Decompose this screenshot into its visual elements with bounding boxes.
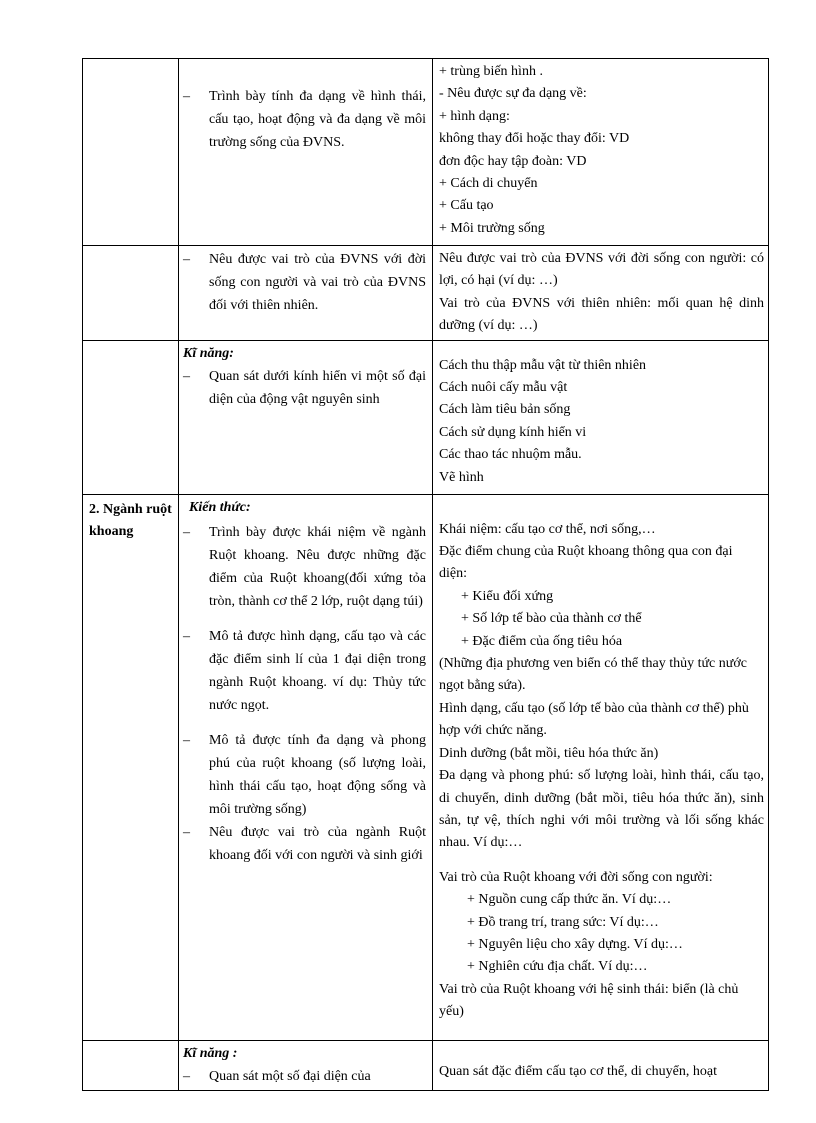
topic-cell [83, 1040, 179, 1090]
content-line: Khái niệm: cấu tạo cơ thể, nơi sống,… [439, 521, 656, 537]
content-line: Đặc điểm chung của Ruột khoang thông qua con đại diện: [439, 544, 733, 582]
content-line: + Đặc điểm của ống tiêu hóa [461, 633, 623, 649]
content-table [82, 58, 769, 1091]
content-line: Cách sử dụng kính hiển vi [439, 424, 587, 440]
content-line: + Số lớp tế bào của thành cơ thể [461, 611, 642, 627]
content-line: Dinh dưỡng (bắt mồi, tiêu hóa thức ăn) [439, 745, 659, 761]
dash-bullet-icon: – [183, 824, 190, 840]
criterion-item: – Mô tả được tính đa dạng và phong phú của ruột khoang (số lượng loài, hình thái cấu tạo, hoạt động sống và môi trường sống) [183, 729, 426, 821]
content-cell [433, 59, 769, 246]
dash-bullet-icon: – [183, 732, 190, 748]
objective-cell [179, 1040, 433, 1090]
section-heading: Kĩ năng: [183, 345, 234, 361]
table-row [83, 1040, 769, 1090]
content-line: Đa dạng và phong phú: số lượng loài, hình thái, cấu tạo, di chuyển, dinh dưỡng (bắt mồi, tiêu hóa thức ăn), sinh sản, tự vệ, thích nghi với môi trường và lối sống khác nhau. Ví dụ:… [439, 768, 764, 851]
content-line: Cách thu thập mẫu vật từ thiên nhiên [439, 357, 647, 373]
content-line: + hình dạng: [439, 108, 510, 124]
criterion-item: – Quan sát một số đại diện của [183, 1065, 426, 1088]
table-row [83, 340, 769, 494]
content-line: không thay đổi hoặc thay đổi: VD [439, 131, 630, 147]
section-heading: Kiến thức: [189, 499, 251, 515]
criterion-item: – Trình bày được khái niệm về ngành Ruột khoang. Nêu được những đặc điểm của Ruột khoang(đối xứng tỏa tròn, thành cơ thể 2 lớp, ruột dạng túi) [183, 521, 426, 613]
criterion-item: – Trình bày tính đa dạng về hình thái, cấu tạo, hoạt động và đa dạng về môi trường sống của ĐVNS. [183, 85, 426, 154]
topic-cell [83, 246, 179, 341]
dash-bullet-icon: – [183, 368, 190, 384]
content-line: + Kiểu đối xứng [461, 588, 554, 604]
objective-cell [179, 59, 433, 246]
content-line: Nêu được vai trò của ĐVNS với đời sống con người: có lợi, có hại (ví dụ: …) [439, 251, 764, 289]
dash-bullet-icon: – [183, 252, 190, 267]
content-cell [433, 246, 769, 341]
content-line: Cách nuôi cấy mẫu vật [439, 380, 568, 396]
content-line: - Nêu được sự đa dạng về: [439, 86, 587, 102]
objective-cell [179, 494, 433, 1040]
objective-cell [179, 340, 433, 494]
content-line: Vai trò của Ruột khoang với hệ sinh thái: biển (là chủ yếu) [439, 981, 739, 1020]
criterion-item: – Nêu được vai trò của ĐVNS với đời sống con người và vai trò của ĐVNS đối với thiên nhiên. [183, 248, 426, 317]
topic-cell [83, 494, 179, 1040]
dash-bullet-icon: – [183, 1068, 190, 1084]
content-cell [433, 340, 769, 494]
content-line: Hình dạng, cấu tạo (số lớp tế bào của thành cơ thể) phù hợp với chức năng. [439, 700, 749, 739]
content-line: + Nghiên cứu địa chất. Ví dụ:… [467, 959, 648, 975]
content-line: đơn độc hay tập đoàn: VD [439, 153, 587, 169]
content-line: + Môi trường sống [439, 220, 545, 236]
topic-title: 2. Ngành ruột khoang [89, 501, 172, 539]
criterion-item: – Quan sát dưới kính hiển vi một số đại diện của động vật nguyên sinh [183, 365, 426, 411]
content-line: (Những địa phương ven biển có thể thay thủy tức nước ngọt bằng sứa). [439, 656, 747, 694]
content-line: + trùng biến hình . [439, 64, 543, 79]
dash-bullet-icon: – [183, 628, 190, 644]
content-line: + Cấu tạo [439, 198, 494, 214]
criterion-item: – Nêu được vai trò của ngành Ruột khoang đối với con người và sinh giới [183, 821, 426, 867]
content-line: Quan sát đặc điểm cấu tạo cơ thể, di chuyển, hoạt [439, 1063, 717, 1079]
content-cell [433, 1040, 769, 1090]
content-line: Vai trò của ĐVNS với thiên nhiên: mối quan hệ dinh dưỡng (ví dụ: …) [439, 295, 764, 334]
table-row [83, 59, 769, 246]
content-line: Vẽ hình [439, 469, 484, 485]
content-line: Vai trò của Ruột khoang với đời sống con người: [439, 869, 713, 885]
content-line: + Đồ trang trí, trang sức: Ví dụ:… [467, 914, 659, 930]
content-cell [433, 494, 769, 1040]
topic-cell [83, 59, 179, 246]
section-heading: Kĩ năng : [183, 1045, 238, 1061]
content-line: Các thao tác nhuộm mẫu. [439, 447, 582, 463]
content-line: + Nguyên liệu cho xây dựng. Ví dụ:… [467, 936, 683, 952]
content-line: Cách làm tiêu bản sống [439, 402, 571, 418]
table-row [83, 494, 769, 1040]
criterion-item: – Mô tả được hình dạng, cấu tạo và các đặc điểm sinh lí của 1 đại diện trong ngành Ruột khoang. ví dụ: Thủy tức nước ngọt. [183, 625, 426, 717]
dash-bullet-icon: – [183, 89, 190, 104]
content-line: + Nguồn cung cấp thức ăn. Ví dụ:… [467, 892, 672, 908]
dash-bullet-icon: – [183, 524, 190, 540]
table-row [83, 246, 769, 341]
objective-cell [179, 246, 433, 341]
topic-cell [83, 340, 179, 494]
content-line: + Cách di chuyển [439, 176, 538, 192]
